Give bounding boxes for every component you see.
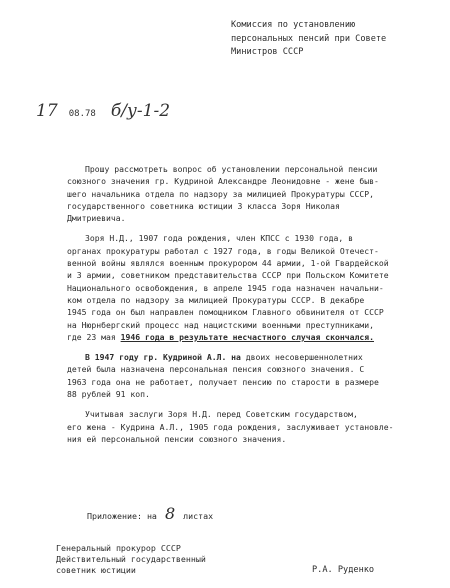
registration-date: 08.78 xyxy=(68,109,96,119)
addressee-line: персональных пенсий при Совете xyxy=(231,33,387,44)
attachment-suffix: листах xyxy=(183,511,214,521)
paragraph-conclusion xyxy=(67,408,442,445)
body-line: 1963 года она не работает, получает пенсию по старости в размере xyxy=(67,376,379,387)
body-text: где 23 мая xyxy=(67,331,121,342)
body-line xyxy=(67,351,442,363)
paragraph-request xyxy=(67,163,442,224)
body-line: Дмитриевича. xyxy=(67,213,126,224)
attachment-prefix: Приложение: на xyxy=(87,511,157,521)
body-line: ком отдела по надзору за милицией Прокуратуры СССР. В декабре xyxy=(67,294,365,305)
body-line: детей была назначена персональная пенсия союзного значения. С xyxy=(67,364,365,375)
body-line: ния ей персональной пенсии союзного значения. xyxy=(67,433,287,444)
signature-line: советник юстиции xyxy=(56,565,136,576)
addressee-line: Министров СССР xyxy=(231,47,304,57)
emphasized-text: В 1947 году гр. Кудриной А.Л. на xyxy=(85,352,241,363)
body-line: его жена - Кудрина А.Л., 1905 года рождения, заслуживает установле- xyxy=(67,421,394,432)
registration-ref: б/у-1-2 xyxy=(110,101,171,121)
signature-title xyxy=(56,543,206,577)
body-line xyxy=(67,331,442,343)
body-line: венной войны являлся военным прокурором 44 армии, 1-ой Гвардейской xyxy=(67,258,389,269)
body-line: Национального освобождения, в апреле 1945 года назначен начальни- xyxy=(67,282,384,293)
signature-line: Генеральный прокурор СССР xyxy=(56,543,181,553)
body-line: и 3 армии, советником представительства СССР при Польском Комитете xyxy=(67,270,389,281)
addressee-block xyxy=(231,19,431,60)
letter-body xyxy=(67,163,442,453)
signer-name: Р.А. Руденко xyxy=(312,565,375,575)
attachment-note xyxy=(87,504,213,523)
body-line: Прошу рассмотреть вопрос об установлении персональной пенсии xyxy=(85,164,378,174)
registration-mark xyxy=(36,101,170,121)
body-line: Учитывая заслуги Зоря Н.Д. перед Советским государством, xyxy=(85,409,358,420)
body-line: шего начальника отдела по надзору за милицией Прокуратуры СССР, xyxy=(67,188,374,199)
body-line: государственного советника юстиции 3 класса Зоря Николая xyxy=(67,200,340,211)
body-line: 1945 года он был направлен помощником Главного обвинителя от СССР xyxy=(67,307,384,318)
body-line: органах прокуратуры работал с 1927 года, в годы Великой Отечест- xyxy=(67,245,379,256)
attachment-count: 8 xyxy=(164,504,176,523)
body-line: на Нюрнбергский процесс над нацистскими военными преступниками, xyxy=(67,319,374,330)
body-line: 88 рублей 91 коп. xyxy=(67,389,150,400)
emphasized-text: 1946 года в результате несчастного случая скончался. xyxy=(120,331,374,342)
addressee-line: Комиссия по установлению xyxy=(231,20,356,30)
paragraph-pension xyxy=(67,351,442,400)
body-text: двоих несовершеннолетних xyxy=(240,352,363,363)
registration-number: 17 xyxy=(36,101,58,121)
body-line: Зоря Н.Д., 1907 года рождения, член КПСС с 1930 года, в xyxy=(85,233,354,244)
paragraph-biography xyxy=(67,232,442,343)
body-line: союзного значения гр. Кудриной Александре Леонидовне - жене быв- xyxy=(67,176,379,187)
signature-line: Действительный государственный xyxy=(56,554,206,565)
